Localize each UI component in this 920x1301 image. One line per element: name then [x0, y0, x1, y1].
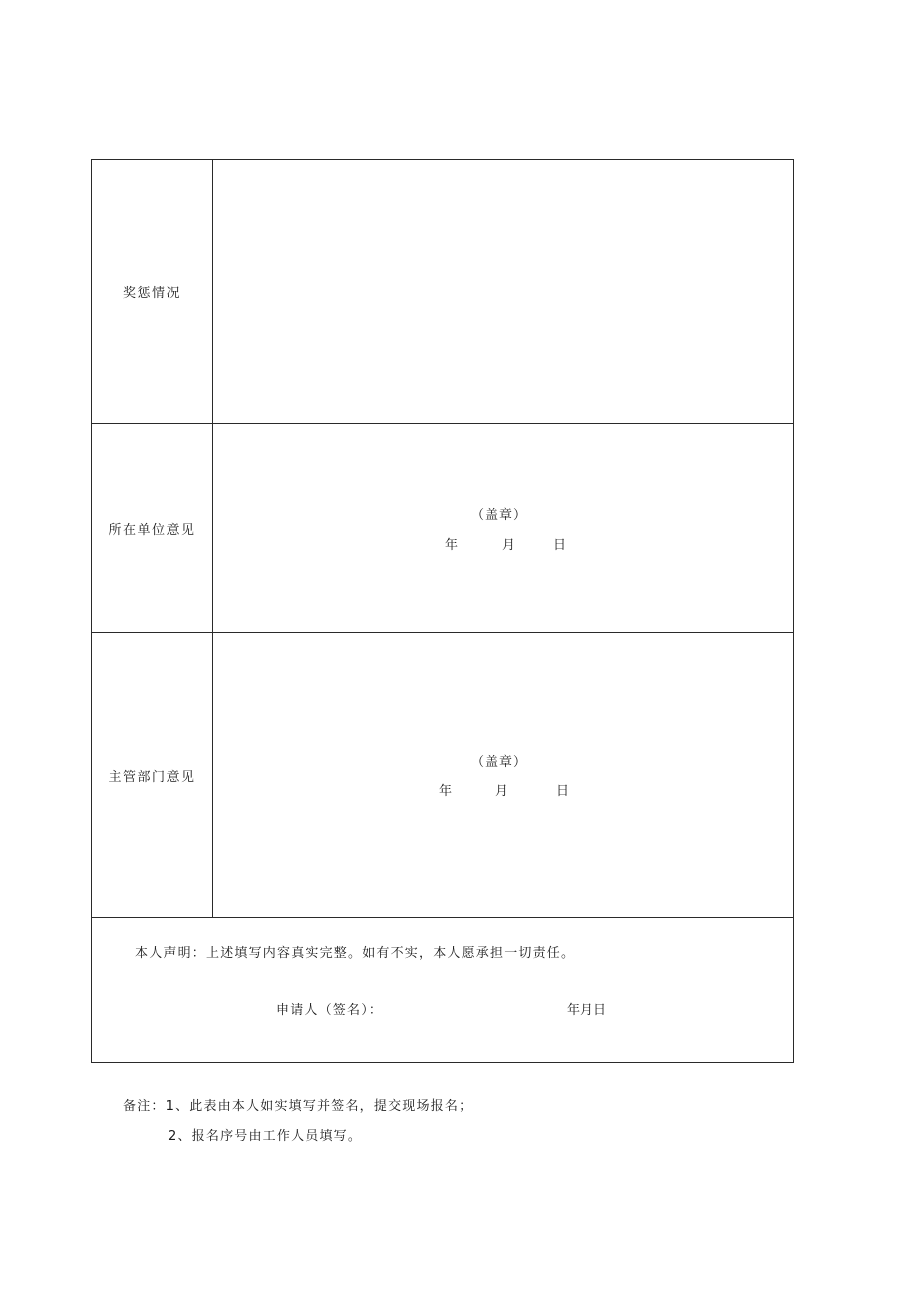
unit-opinion-content-cell[interactable]: [213, 424, 793, 632]
unit-opinion-label: 所在单位意见: [108, 522, 196, 538]
unit-date-month: 月: [502, 538, 516, 553]
note-line-1: 备注：1、此表由本人如实填写并签名，提交现场报名；: [123, 1099, 474, 1114]
declaration-text: 本人声明：上述填写内容真实完整。如有不实，本人愿承担一切责任。: [135, 946, 576, 961]
dept-stamp-label: （盖章）: [471, 755, 528, 770]
applicant-signature-label: 申请人（签名）：: [276, 1003, 384, 1018]
declaration-row: [92, 918, 793, 1064]
unit-date-year: 年: [445, 538, 459, 553]
dept-date-year: 年: [439, 784, 453, 799]
unit-opinion-row: [92, 424, 793, 633]
rewards-content-cell[interactable]: [213, 160, 793, 423]
unit-date-day: 日: [553, 538, 567, 553]
unit-opinion-label-cell: [92, 424, 213, 632]
note-line-2: 2、报名序号由工作人员填写。: [168, 1129, 363, 1144]
dept-opinion-label: 主管部门意见: [108, 769, 196, 785]
notes-section: [123, 1092, 473, 1152]
rewards-label-cell: [92, 160, 213, 423]
application-form-table: [91, 159, 794, 1063]
dept-opinion-content-cell[interactable]: [213, 633, 793, 917]
rewards-label: 奖惩情况: [122, 286, 181, 301]
declaration-date: 年月日: [567, 1003, 607, 1018]
rewards-row: [92, 160, 793, 424]
unit-stamp-label: （盖章）: [471, 508, 528, 523]
dept-opinion-label-cell: [92, 633, 213, 917]
dept-opinion-row: [92, 633, 793, 918]
dept-date-month: 月: [495, 784, 509, 799]
dept-date-day: 日: [556, 784, 570, 799]
